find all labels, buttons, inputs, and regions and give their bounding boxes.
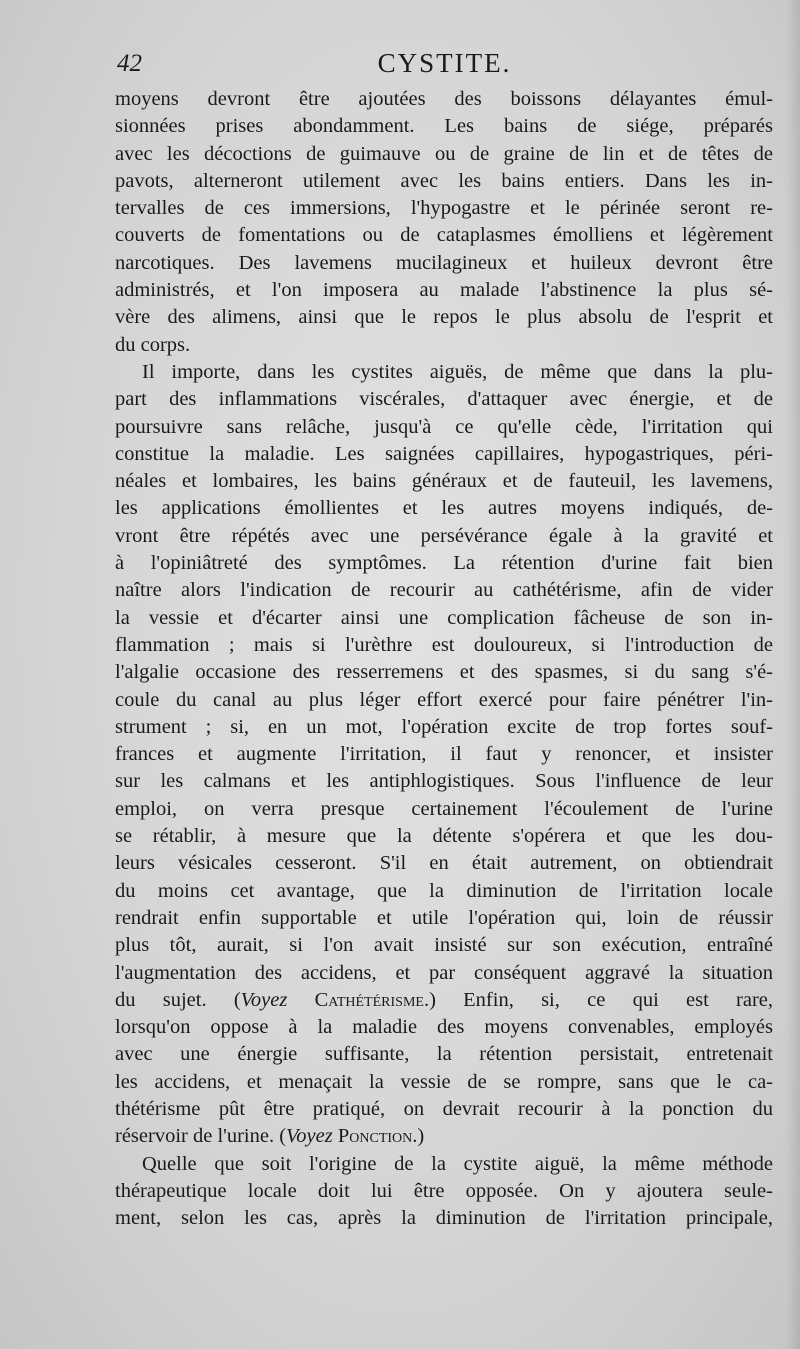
- text-line: se rétablir, à mesure que la détente s'opérera et que les dou-: [115, 825, 773, 848]
- text-line: thétérisme pût être pratiqué, on devrait recourir à la ponction du: [115, 1097, 773, 1120]
- text-line: leurs vésicales cesseront. S'il en était autrement, on obtiendrait: [115, 852, 773, 875]
- text-line: administrés, et l'on imposera au malade l'abstinence la plus sé-: [115, 279, 773, 302]
- line-text: du sujet. (: [115, 988, 241, 1011]
- text-line: naître alors l'indication de recourir au cathétérisme, afin de vider: [115, 579, 773, 602]
- text-line: moyens devront être ajoutées des boissons délayantes émul-: [115, 88, 773, 110]
- running-title: CYSTITE.: [377, 48, 512, 78]
- text-line: ment, selon les cas, après la diminution de l'irritation principale,: [115, 1207, 773, 1230]
- text-line: sionnées prises abondamment. Les bains de siége, préparés: [115, 115, 773, 138]
- text-line: à l'opiniâtreté des symptômes. La rétention d'urine fait bien: [115, 552, 773, 575]
- line-text: .): [412, 1125, 425, 1148]
- page-number: 42: [117, 50, 142, 77]
- text-line: l'augmentation des accidens, et par conséquent aggravé la situation: [115, 961, 773, 984]
- text-line: coule du canal au plus léger effort exercé pour faire pénétrer l'in-: [115, 688, 773, 711]
- text-line: pavots, alterneront utilement avec les bains entiers. Dans les in-: [115, 169, 773, 192]
- cross-reference-line: [115, 987, 773, 1014]
- text-line: du corps.: [115, 333, 191, 356]
- cross-reference-voyez: Voyez: [286, 1125, 333, 1148]
- cross-reference-target: Ponction: [337, 1125, 413, 1148]
- text-line: la vessie et d'écarter ainsi une complication fâcheuse de son in-: [115, 606, 773, 629]
- text-line: part des inflammations viscérales, d'attaquer avec énergie, et de: [115, 388, 773, 411]
- page-edge-shadow: [786, 0, 800, 1349]
- text-line: constitue la maladie. Les saignées capillaires, hypogastriques, péri-: [115, 442, 773, 465]
- text-line: avec une énergie suffisante, la rétention persistait, entretenait: [115, 1043, 773, 1066]
- text-line: flammation ; mais si l'urèthre est douloureux, si l'introduction de: [115, 633, 773, 656]
- text-line: thérapeutique locale doit lui être opposée. On y ajoutera seule-: [115, 1179, 773, 1202]
- text-line: lorsqu'on oppose à la maladie des moyens convenables, employés: [115, 1016, 773, 1039]
- text-line: l'algalie occasione des resserremens et des spasmes, si du sang s'é-: [115, 661, 773, 684]
- text-line: strument ; si, en un mot, l'opération excite de trop fortes souf-: [115, 715, 773, 738]
- text-line: rendrait enfin supportable et utile l'opération qui, loin de réussir: [115, 906, 773, 929]
- text-line: du moins cet avantage, que la diminution de l'irritation locale: [115, 879, 773, 902]
- text-line: poursuivre sans relâche, jusqu'à ce qu'elle cède, l'irritation qui: [115, 415, 773, 438]
- line-text: .) Enfin, si, ce qui est rare,: [423, 988, 774, 1011]
- text-line: vère des alimens, ainsi que le repos le plus absolu de l'esprit et: [115, 306, 773, 329]
- running-header: [117, 48, 772, 84]
- body-text: [115, 86, 773, 1232]
- text-line: narcotiques. Des lavemens mucilagineux et huileux devront être: [115, 251, 773, 274]
- text-line: emploi, on verra presque certainement l'écoulement de l'urine: [115, 797, 773, 820]
- text-line: plus tôt, aurait, si l'on avait insisté sur son exécution, entraîné: [115, 934, 773, 957]
- text-line: les accidens, et menaçait la vessie de se rompre, sans que le ca-: [115, 1070, 773, 1093]
- paragraph-start-line: Il importe, dans les cystites aiguës, de même que dans la plu-: [142, 360, 773, 383]
- paragraph-start-line: Quelle que soit l'origine de la cystite aiguë, la même méthode: [142, 1152, 773, 1175]
- line-text: réservoir de l'urine. (: [115, 1125, 287, 1148]
- text-line: couverts de fomentations ou de cataplasmes émolliens et légèrement: [115, 224, 773, 247]
- text-line: vront être répétés avec une persévérance égale à la gravité et: [115, 524, 773, 547]
- cross-reference-voyez: Voyez: [240, 988, 288, 1011]
- cross-reference-target: Cathétérisme: [314, 988, 424, 1011]
- text-line: tervalles de ces immersions, l'hypogastre et le périnée seront re-: [115, 197, 773, 220]
- text-line: frances et augmente l'irritation, il faut y renoncer, et insister: [115, 743, 773, 766]
- text-line: avec les décoctions de guimauve ou de graine de lin et de têtes de: [115, 142, 773, 165]
- text-line: néales et lombaires, les bains généraux et de fauteuil, les lavemens,: [115, 470, 773, 493]
- cross-reference-line: [115, 1123, 773, 1150]
- text-line: les applications émollientes et les autres moyens indiqués, de-: [115, 497, 773, 520]
- text-line: sur les calmans et les antiphlogistiques. Sous l'influence de leur: [115, 770, 773, 793]
